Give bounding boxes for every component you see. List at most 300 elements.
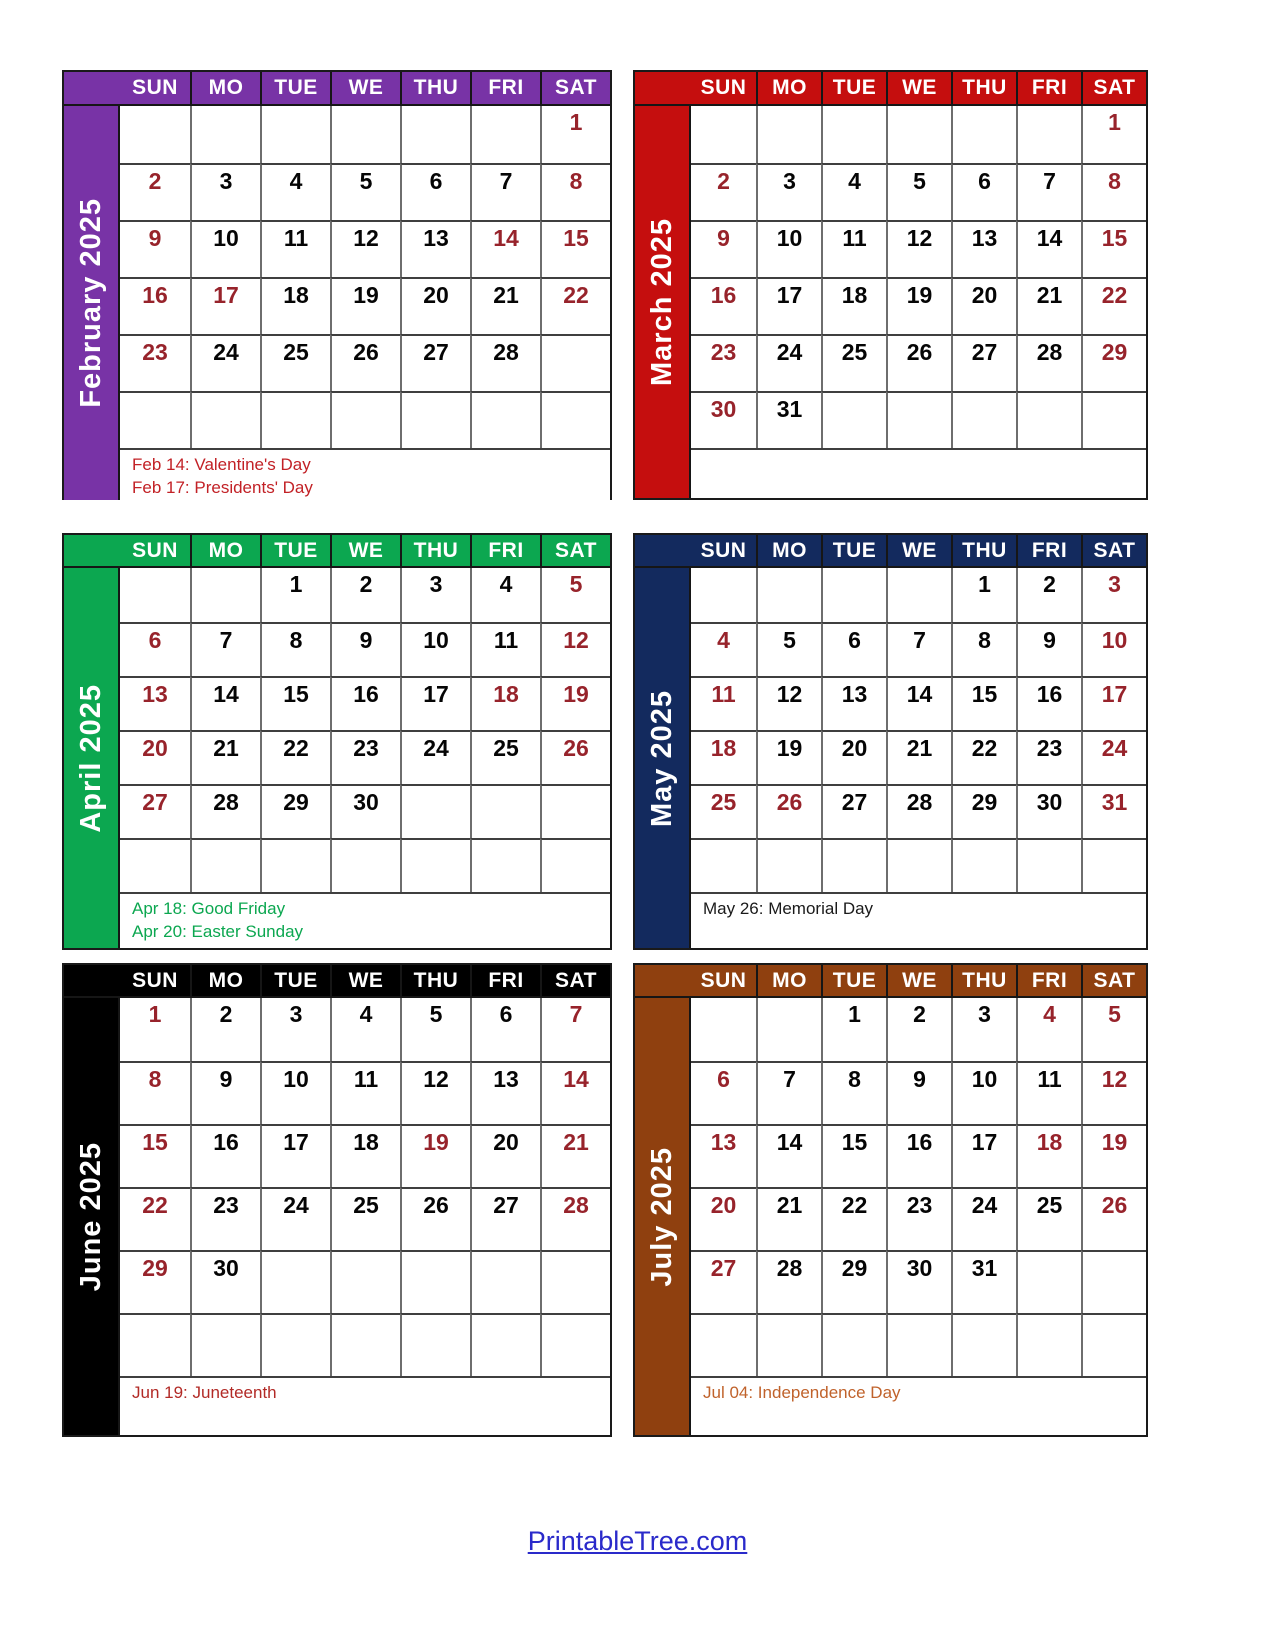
day-header-fri: FRI	[470, 965, 540, 998]
date-number: 10	[971, 1066, 998, 1092]
date-number: 9	[913, 1066, 926, 1092]
date-cell-empty	[540, 391, 610, 448]
date-cell-1	[821, 998, 886, 1061]
date-cell-17	[1081, 676, 1146, 730]
date-number: 28	[776, 1255, 803, 1281]
date-cell-8	[951, 622, 1016, 676]
date-number: 20	[841, 735, 868, 761]
date-cell-4	[691, 622, 756, 676]
date-cell-18	[821, 277, 886, 334]
date-cell-empty	[821, 1313, 886, 1376]
date-cell-empty	[190, 838, 260, 892]
date-cell-11	[821, 220, 886, 277]
date-number: 31	[971, 1255, 998, 1281]
date-cell-15	[1081, 220, 1146, 277]
date-cell-7	[190, 622, 260, 676]
date-number: 23	[213, 1192, 239, 1218]
date-cell-empty	[470, 106, 540, 163]
date-cell-2	[1016, 568, 1081, 622]
date-cell-empty	[330, 838, 400, 892]
day-header-we: WE	[330, 965, 400, 998]
date-cell-13	[470, 1061, 540, 1124]
date-number: 7	[569, 1001, 583, 1027]
date-cell-1	[951, 568, 1016, 622]
date-cell-2	[886, 998, 951, 1061]
date-number: 4	[848, 168, 861, 194]
date-number: 20	[142, 735, 168, 761]
date-cell-14	[540, 1061, 610, 1124]
date-number: 18	[1036, 1129, 1063, 1155]
date-cell-2	[190, 998, 260, 1061]
date-number: 6	[499, 1001, 513, 1027]
date-cell-25	[330, 1187, 400, 1250]
date-cell-28	[540, 1187, 610, 1250]
date-number: 27	[841, 789, 868, 815]
date-cell-empty	[1016, 1313, 1081, 1376]
month-sidebar	[635, 106, 691, 498]
date-number: 1	[148, 1001, 162, 1027]
date-number: 9	[219, 1066, 233, 1092]
day-header-sat: SAT	[540, 965, 610, 998]
date-cell-empty	[886, 838, 951, 892]
date-cell-empty	[540, 334, 610, 391]
date-number: 25	[493, 735, 519, 761]
date-cell-6	[120, 622, 190, 676]
date-number: 3	[1108, 571, 1121, 597]
date-number: 8	[978, 627, 991, 653]
date-number: 12	[423, 1066, 449, 1092]
date-cell-30	[886, 1250, 951, 1313]
date-cell-16	[120, 277, 190, 334]
date-cell-6	[821, 622, 886, 676]
date-number: 24	[971, 1192, 998, 1218]
date-number: 7	[913, 627, 926, 653]
day-header-fri: FRI	[470, 535, 540, 568]
date-cell-empty	[821, 838, 886, 892]
date-cell-8	[540, 163, 610, 220]
date-number: 25	[841, 339, 868, 365]
date-cell-25	[821, 334, 886, 391]
date-number: 30	[213, 1255, 239, 1281]
date-cell-10	[951, 1061, 1016, 1124]
day-header-sat: SAT	[1081, 72, 1146, 106]
date-cell-6	[400, 163, 470, 220]
date-cell-6	[951, 163, 1016, 220]
date-cell-22	[1081, 277, 1146, 334]
date-cell-empty	[330, 1250, 400, 1313]
date-cell-empty	[1081, 391, 1146, 448]
date-cell-4	[470, 568, 540, 622]
date-number: 24	[423, 735, 449, 761]
date-cell-30	[1016, 784, 1081, 838]
date-cell-empty	[400, 106, 470, 163]
date-number: 13	[423, 225, 449, 251]
holiday-note: Apr 20: Easter Sunday	[132, 921, 304, 941]
date-cell-2	[120, 163, 190, 220]
month-sidebar	[635, 568, 691, 948]
holiday-notes	[120, 1376, 610, 1435]
date-number: 9	[359, 627, 373, 653]
date-number: 20	[423, 282, 449, 308]
date-cell-21	[756, 1187, 821, 1250]
date-cell-16	[190, 1124, 260, 1187]
holiday-note: Jun 19: Juneteenth	[132, 1383, 277, 1402]
day-header-sun: SUN	[691, 965, 756, 998]
date-number: 16	[710, 282, 737, 308]
day-header-we: WE	[886, 535, 951, 568]
date-number: 17	[423, 681, 449, 707]
month-title: July 2025	[645, 1146, 678, 1287]
date-cell-empty	[470, 1313, 540, 1376]
date-cell-27	[470, 1187, 540, 1250]
date-cell-23	[691, 334, 756, 391]
date-number: 1	[289, 571, 303, 597]
date-cell-empty	[951, 391, 1016, 448]
date-number: 6	[148, 627, 162, 653]
date-cell-empty	[886, 391, 951, 448]
date-cell-1	[1081, 106, 1146, 163]
month-title: April 2025	[74, 683, 107, 833]
date-number: 28	[213, 789, 239, 815]
date-number: 17	[776, 282, 803, 308]
date-cell-20	[470, 1124, 540, 1187]
date-cell-6	[470, 998, 540, 1061]
date-number: 24	[776, 339, 803, 365]
date-cell-26	[540, 730, 610, 784]
date-cell-24	[1081, 730, 1146, 784]
date-cell-15	[951, 676, 1016, 730]
day-header-mo: MO	[190, 72, 260, 106]
date-number: 18	[353, 1129, 379, 1155]
date-number: 18	[493, 681, 519, 707]
date-number: 27	[423, 339, 449, 365]
date-number: 8	[289, 627, 303, 653]
date-cell-empty	[330, 391, 400, 448]
day-header-thu: THU	[400, 965, 470, 998]
day-header-tue: TUE	[260, 535, 330, 568]
month-sidebar	[635, 998, 691, 1435]
date-number: 15	[971, 681, 998, 707]
date-number: 10	[213, 225, 239, 251]
month-title: June 2025	[74, 1141, 107, 1292]
calendar-corner	[635, 72, 691, 106]
calendar-april-2025	[62, 533, 612, 950]
date-cell-28	[190, 784, 260, 838]
day-header-thu: THU	[400, 72, 470, 106]
date-cell-24	[190, 334, 260, 391]
date-number: 9	[148, 225, 162, 251]
date-number: 23	[353, 735, 379, 761]
date-number: 25	[1036, 1192, 1063, 1218]
date-cell-30	[330, 784, 400, 838]
day-header-sat: SAT	[540, 535, 610, 568]
date-cell-19	[1081, 1124, 1146, 1187]
date-cell-15	[260, 676, 330, 730]
date-number: 2	[1043, 571, 1056, 597]
date-number: 14	[906, 681, 933, 707]
day-header-sun: SUN	[691, 72, 756, 106]
date-number: 13	[493, 1066, 519, 1092]
date-number: 27	[493, 1192, 519, 1218]
date-cell-16	[1016, 676, 1081, 730]
date-cell-9	[1016, 622, 1081, 676]
date-cell-empty	[120, 1313, 190, 1376]
date-number: 11	[353, 1066, 379, 1092]
date-number: 21	[776, 1192, 803, 1218]
date-cell-empty	[1081, 838, 1146, 892]
date-cell-18	[691, 730, 756, 784]
date-cell-empty	[691, 568, 756, 622]
date-number: 6	[717, 1066, 730, 1092]
date-cell-empty	[691, 998, 756, 1061]
holiday-note: Jul 04: Independence Day	[703, 1383, 901, 1402]
date-cell-empty	[120, 391, 190, 448]
date-number: 20	[710, 1192, 737, 1218]
date-number: 17	[283, 1129, 309, 1155]
date-cell-7	[1016, 163, 1081, 220]
date-cell-7	[886, 622, 951, 676]
date-cell-empty	[330, 1313, 400, 1376]
date-cell-empty	[821, 391, 886, 448]
date-cell-13	[400, 220, 470, 277]
date-number: 26	[563, 735, 589, 761]
date-cell-24	[400, 730, 470, 784]
date-number: 6	[978, 168, 991, 194]
month-title: February 2025	[74, 198, 107, 408]
date-cell-10	[260, 1061, 330, 1124]
date-cell-12	[756, 676, 821, 730]
date-number: 28	[906, 789, 933, 815]
date-number: 15	[283, 681, 309, 707]
date-cell-5	[400, 998, 470, 1061]
date-cell-12	[886, 220, 951, 277]
date-number: 30	[353, 789, 379, 815]
date-number: 11	[283, 225, 309, 251]
date-number: 22	[563, 282, 589, 308]
date-number: 22	[971, 735, 998, 761]
date-cell-4	[260, 163, 330, 220]
date-cell-empty	[400, 784, 470, 838]
day-header-thu: THU	[951, 72, 1016, 106]
holiday-notes	[691, 448, 1146, 498]
date-number: 1	[1108, 109, 1121, 135]
date-number: 2	[717, 168, 730, 194]
date-number: 16	[906, 1129, 933, 1155]
holiday-notes	[120, 892, 610, 948]
date-number: 19	[1101, 1129, 1128, 1155]
date-cell-20	[120, 730, 190, 784]
date-number: 19	[906, 282, 933, 308]
date-cell-19	[540, 676, 610, 730]
date-number: 21	[563, 1129, 589, 1155]
date-cell-1	[540, 106, 610, 163]
day-header-we: WE	[330, 72, 400, 106]
calendar-corner	[635, 965, 691, 998]
calendar-february-2025	[62, 70, 612, 500]
date-cell-empty	[886, 568, 951, 622]
date-number: 12	[353, 225, 379, 251]
month-title: May 2025	[645, 689, 678, 827]
date-cell-empty	[190, 391, 260, 448]
date-number: 10	[1101, 627, 1128, 653]
date-number: 23	[710, 339, 737, 365]
date-number: 6	[848, 627, 861, 653]
date-cell-2	[330, 568, 400, 622]
date-number: 21	[213, 735, 239, 761]
date-number: 12	[563, 627, 589, 653]
date-cell-empty	[1016, 391, 1081, 448]
date-cell-8	[821, 1061, 886, 1124]
date-number: 18	[283, 282, 309, 308]
date-cell-18	[1016, 1124, 1081, 1187]
date-number: 12	[906, 225, 933, 251]
date-cell-16	[886, 1124, 951, 1187]
date-number: 26	[353, 339, 379, 365]
day-header-fri: FRI	[1016, 535, 1081, 568]
date-number: 5	[429, 1001, 443, 1027]
date-cell-empty	[470, 1250, 540, 1313]
date-number: 26	[1101, 1192, 1128, 1218]
date-cell-15	[821, 1124, 886, 1187]
date-number: 6	[429, 168, 443, 194]
date-number: 10	[423, 627, 449, 653]
day-header-sun: SUN	[120, 965, 190, 998]
date-cell-empty	[756, 1313, 821, 1376]
date-number: 20	[493, 1129, 519, 1155]
date-cell-11	[470, 622, 540, 676]
day-header-mo: MO	[756, 72, 821, 106]
day-header-we: WE	[330, 535, 400, 568]
date-cell-15	[540, 220, 610, 277]
date-number: 8	[148, 1066, 162, 1092]
date-number: 7	[499, 168, 513, 194]
date-cell-18	[470, 676, 540, 730]
date-number: 15	[841, 1129, 868, 1155]
date-cell-9	[190, 1061, 260, 1124]
date-number: 3	[219, 168, 233, 194]
date-number: 1	[978, 571, 991, 597]
date-cell-30	[190, 1250, 260, 1313]
date-cell-23	[886, 1187, 951, 1250]
holiday-notes	[120, 448, 610, 500]
date-cell-empty	[260, 1313, 330, 1376]
date-number: 14	[213, 681, 239, 707]
date-number: 26	[423, 1192, 449, 1218]
day-header-fri: FRI	[470, 72, 540, 106]
date-cell-22	[951, 730, 1016, 784]
date-cell-12	[330, 220, 400, 277]
day-header-fri: FRI	[1016, 72, 1081, 106]
date-cell-3	[400, 568, 470, 622]
date-number: 7	[219, 627, 233, 653]
date-number: 4	[717, 627, 730, 653]
date-cell-10	[400, 622, 470, 676]
footer	[0, 1526, 1275, 1557]
date-number: 2	[219, 1001, 233, 1027]
date-cell-5	[756, 622, 821, 676]
date-cell-19	[886, 277, 951, 334]
date-number: 29	[142, 1255, 168, 1281]
date-cell-5	[1081, 998, 1146, 1061]
date-cell-13	[821, 676, 886, 730]
day-header-tue: TUE	[821, 72, 886, 106]
date-number: 14	[1036, 225, 1063, 251]
day-header-we: WE	[886, 965, 951, 998]
date-number: 10	[776, 225, 803, 251]
date-number: 21	[1036, 282, 1063, 308]
date-number: 16	[213, 1129, 239, 1155]
holiday-note: Apr 18: Good Friday	[132, 899, 286, 918]
date-cell-empty	[540, 1250, 610, 1313]
calendar-corner	[635, 535, 691, 568]
date-number: 8	[569, 168, 583, 194]
date-number: 31	[1101, 789, 1128, 815]
date-cell-28	[470, 334, 540, 391]
date-cell-empty	[190, 1313, 260, 1376]
date-number: 17	[1101, 681, 1128, 707]
date-number: 28	[563, 1192, 589, 1218]
day-header-sun: SUN	[120, 72, 190, 106]
date-number: 11	[711, 681, 736, 707]
date-cell-empty	[691, 1313, 756, 1376]
date-cell-27	[951, 334, 1016, 391]
date-number: 22	[283, 735, 309, 761]
date-cell-21	[886, 730, 951, 784]
date-number: 27	[710, 1255, 737, 1281]
date-number: 7	[1043, 168, 1056, 194]
day-header-sun: SUN	[120, 535, 190, 568]
date-number: 29	[283, 789, 309, 815]
date-number: 4	[1043, 1001, 1056, 1027]
date-cell-23	[1016, 730, 1081, 784]
date-number: 11	[842, 225, 867, 251]
date-cell-21	[540, 1124, 610, 1187]
date-cell-empty	[400, 391, 470, 448]
date-number: 11	[493, 627, 519, 653]
date-cell-6	[691, 1061, 756, 1124]
date-cell-23	[330, 730, 400, 784]
date-number: 9	[717, 225, 730, 251]
date-number: 3	[978, 1001, 991, 1027]
date-number: 26	[906, 339, 933, 365]
date-cell-empty	[1016, 838, 1081, 892]
day-header-mo: MO	[190, 535, 260, 568]
date-cell-13	[951, 220, 1016, 277]
calendar-march-2025	[633, 70, 1148, 500]
date-number: 30	[906, 1255, 933, 1281]
date-cell-3	[951, 998, 1016, 1061]
date-number: 4	[499, 571, 513, 597]
date-cell-9	[886, 1061, 951, 1124]
date-number: 5	[1108, 1001, 1121, 1027]
date-number: 2	[148, 168, 162, 194]
date-number: 1	[569, 109, 583, 135]
date-number: 29	[1101, 339, 1128, 365]
day-header-fri: FRI	[1016, 965, 1081, 998]
date-cell-empty	[260, 391, 330, 448]
date-number: 29	[841, 1255, 868, 1281]
date-number: 15	[1101, 225, 1128, 251]
site-link[interactable]: PrintableTree.com	[527, 1526, 748, 1556]
date-cell-31	[756, 391, 821, 448]
date-cell-11	[330, 1061, 400, 1124]
date-cell-20	[691, 1187, 756, 1250]
date-cell-9	[120, 220, 190, 277]
date-cell-24	[756, 334, 821, 391]
date-cell-28	[756, 1250, 821, 1313]
date-cell-31	[951, 1250, 1016, 1313]
date-number: 3	[783, 168, 796, 194]
